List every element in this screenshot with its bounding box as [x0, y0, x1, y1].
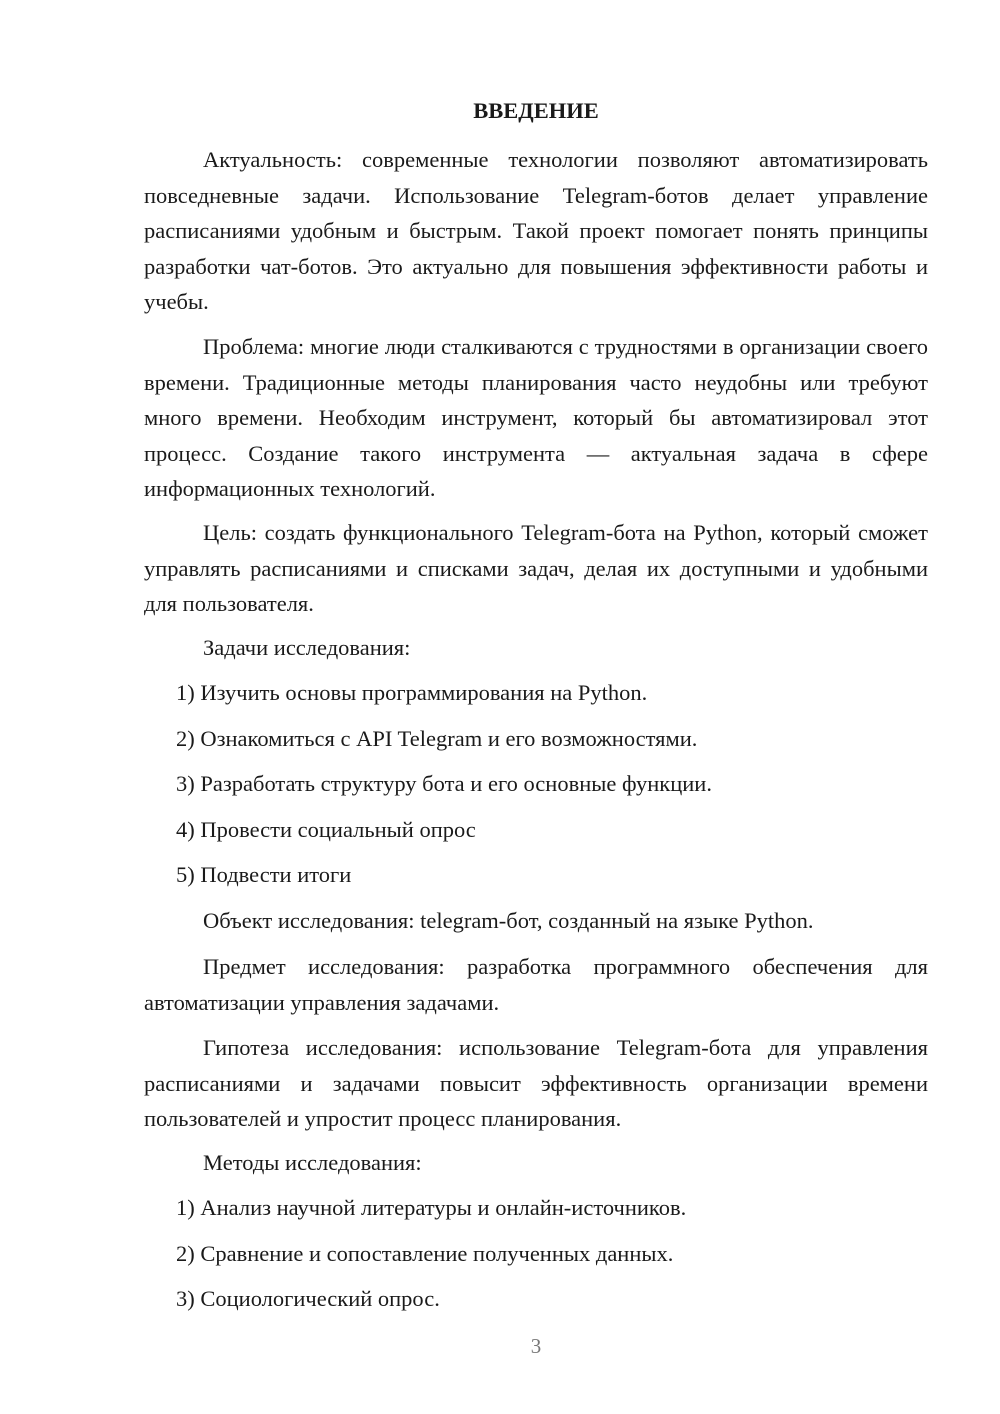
list-item-task-5: 5) Подвести итоги — [176, 862, 352, 887]
list-item-task-1: 1) Изучить основы программирования на Python. — [176, 680, 648, 705]
methods-title: Методы исследования: — [203, 1150, 422, 1175]
paragraph-relevance: Актуальность: современные технологии позволяют автоматизировать повседневные задачи. Использование Telegram-ботов делает управление расписаниями удобным и быстрым. Такой проект помогает понять принципы разработки чат-ботов. Это актуально для повышения эффективности работы и учебы. — [144, 147, 928, 314]
list-item-task-3: 3) Разработать структуру бота и его основные функции. — [176, 771, 712, 796]
section-heading: ВВЕДЕНИЕ — [473, 98, 599, 123]
paragraph-object: Объект исследования: telegram-бот, созданный на языке Python. — [203, 908, 814, 933]
list-item-method-3: 3) Социологический опрос. — [176, 1286, 440, 1311]
list-item-task-4: 4) Провести социальный опрос — [176, 817, 476, 842]
paragraph-hypothesis: Гипотеза исследования: использование Telegram-бота для управления расписаниями и задачами повысит эффективность организации времени пользователей и упростит процесс планирования. — [144, 1035, 928, 1131]
list-item-task-2: 2) Ознакомиться с API Telegram и его возможностями. — [176, 726, 698, 751]
paragraph-subject: Предмет исследования: разработка программного обеспечения для автоматизации управления задачами. — [144, 954, 928, 1015]
paragraph-goal: Цель: создать функционального Telegram-бота на Python, который сможет управлять расписаниями и списками задач, делая их доступными и удобными для пользователя. — [144, 520, 928, 616]
list-item-method-1: 1) Анализ научной литературы и онлайн-источников. — [176, 1195, 687, 1220]
tasks-title: Задачи исследования: — [203, 635, 411, 660]
list-item-method-2: 2) Сравнение и сопоставление полученных данных. — [176, 1241, 674, 1266]
paragraph-problem: Проблема: многие люди сталкиваются с трудностями в организации своего времени. Традиционные методы планирования часто неудобны или требуют много времени. Необходим инструмент, который бы автоматизировал этот процесс. Создание такого инструмента — актуальная задача в сфере информационных технологий. — [144, 334, 928, 501]
page-number: 3 — [530, 1334, 542, 1358]
